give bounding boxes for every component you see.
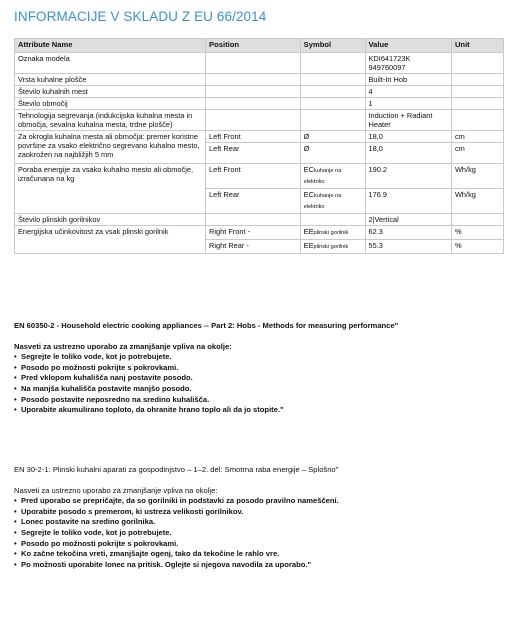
unit-cell: Wh/kg [451,189,503,214]
value-cell: 176.9 [365,189,451,214]
position-cell: Left Rear [206,189,301,214]
section-heading: EN 30-2-1: Plinski kuhalni aparati za gospodinjstvo – 1–2. del: Smotrna raba energije – Splošno" [14,465,339,474]
value-cell: 18,0 [365,143,451,164]
position-cell: Left Front [206,131,301,143]
list-item: • Na manjša kuhališča postavite manjšo posodo. [14,384,510,395]
section-intro: Nasveti za ustrezno uporabo za zmanjšanje vpliva na okolje: [14,341,232,351]
header-value: Value [365,39,451,53]
energy-info-table [14,38,504,254]
list-item: • Lonec postavite na sredino gorilnika. [14,517,510,528]
value-cell: KDI641723K 949760097 [365,53,451,74]
symbol-cell [300,189,365,214]
position-cell: Right Rear - [206,240,301,254]
section-en-60350-2 [14,321,510,416]
attr-cell: Število kuhalnih mest [15,86,206,98]
position-cell: Left Rear [206,143,301,164]
value-cell: 18,0 [365,131,451,143]
symbol-cell [300,86,365,98]
symbol-cell [300,164,365,189]
section-en-30-2-1 [14,465,510,570]
unit-cell [451,214,503,226]
tips-list [14,496,510,570]
position-cell [206,214,301,226]
position-cell: Left Front [206,164,301,189]
symbol-subscript: plinski gorilnik [313,230,349,236]
list-item: • Segrejte le toliko vode, kot jo potrebujete. [14,528,510,539]
header-attribute-name: Attribute Name [15,39,206,53]
symbol-cell [300,214,365,226]
table-row [15,98,504,110]
unit-cell [451,74,503,86]
value-cell: 4 [365,86,451,98]
section-intro: Nasveti za ustrezno uporabo za zmanjšanje vpliva na okolje: [14,485,218,495]
attr-cell: Vrsta kuhalne plošče [15,74,206,86]
unit-cell [451,110,503,131]
symbol-cell [300,143,365,164]
attr-cell: Za okrogla kuhalna mesta ali območja: premer koristne površine za vsako električno segrevano kuhalno mesto, zaokrožen na najbližjih 5 mm [15,131,206,164]
table-row [15,86,504,98]
header-symbol: Symbol [300,39,365,53]
table-row [15,53,504,74]
symbol-cell [300,240,365,254]
unit-cell [451,86,503,98]
table-row [15,131,504,143]
unit-cell: cm [451,143,503,164]
unit-cell: % [451,226,503,240]
symbol-text: Ø [303,144,310,153]
page-title: INFORMACIJE V SKLADU Z EU 66/2014 [14,9,267,24]
symbol-text: EE [303,227,314,236]
list-item: • Uporabite akumulirano toploto, da ohranite hrano toplo ali da jo stopite." [14,405,510,416]
position-cell [206,110,301,131]
unit-cell: Wh/kg [451,164,503,189]
header-unit: Unit [451,39,503,53]
section-heading: EN 60350-2 - Household electric cooking appliances -- Part 2: Hobs - Methods for measuring performance" [14,321,399,330]
list-item: • Po možnosti uporabite lonec na pritisk. Oglejte si njegova navodila za uporabo." [14,560,510,571]
list-item: • Segrejte le toliko vode, kot jo potrebujete. [14,352,510,363]
position-cell [206,53,301,74]
list-item: • Posodo po možnosti pokrijte s pokrovkami. [14,363,510,374]
list-item: • Pred uporabo se prepričajte, da so gorilniki in podstavki za posodo pravilno nameščeni. [14,496,510,507]
value-cell: 2|Vertical [365,214,451,226]
list-item: • Posodo postavite neposredno na sredino kuhališča. [14,395,510,406]
symbol-text: Ø [303,132,310,141]
list-item: • Uporabite posodo s premerom, ki ustreza velikosti gorilnikov. [14,507,510,518]
position-cell: Right Front - [206,226,301,240]
unit-cell [451,53,503,74]
symbol-subscript: plinski gorilnik [313,244,349,250]
table-row [15,214,504,226]
attr-cell: Poraba energije za vsako kuhalno mesto ali območje, izračunana na kg [15,164,206,214]
position-cell [206,74,301,86]
list-item: • Ko začne tekočina vreti, zmanjšajte ogenj, tako da tekočine le rahlo vre. [14,549,510,560]
attr-cell: Število plinskih gorilnikov [15,214,206,226]
symbol-subscript: kuhanje na elektriko [303,168,342,185]
table-header-row [15,39,504,53]
attr-cell: Tehnologija segrevanja (indukcijska kuhalna mesta in območja, sevalna kuhalna mesta, trdne plošče) [15,110,206,131]
header-position: Position [206,39,301,53]
symbol-cell [300,98,365,110]
table-row [15,164,504,189]
symbol-subscript: kuhanje na elektriko [303,193,342,210]
list-item: • Posodo po možnosti pokrijte s pokrovkami. [14,539,510,550]
position-cell [206,98,301,110]
symbol-cell [300,53,365,74]
symbol-text: EE [303,241,314,250]
value-cell: 62.3 [365,226,451,240]
value-cell: 1 [365,98,451,110]
attr-cell: Energijska učinkovitost za vsak plinski gorilnik [15,226,206,254]
symbol-cell [300,131,365,143]
unit-cell: % [451,240,503,254]
table-row [15,74,504,86]
attr-cell: Število območij [15,98,206,110]
symbol-cell [300,74,365,86]
value-cell: Induction + Radiant Heater [365,110,451,131]
table-row [15,110,504,131]
value-cell: Built-In Hob [365,74,451,86]
value-cell: 190.2 [365,164,451,189]
table-row [15,226,504,240]
unit-cell: cm [451,131,503,143]
symbol-cell [300,226,365,240]
symbol-text: EC [303,190,314,199]
value-cell: 55.3 [365,240,451,254]
attr-cell: Oznaka modela [15,53,206,74]
symbol-cell [300,110,365,131]
unit-cell [451,98,503,110]
list-item: • Pred vklopom kuhališča nanj postavite posodo. [14,373,510,384]
position-cell [206,86,301,98]
symbol-text: EC [303,165,314,174]
tips-list [14,352,510,416]
